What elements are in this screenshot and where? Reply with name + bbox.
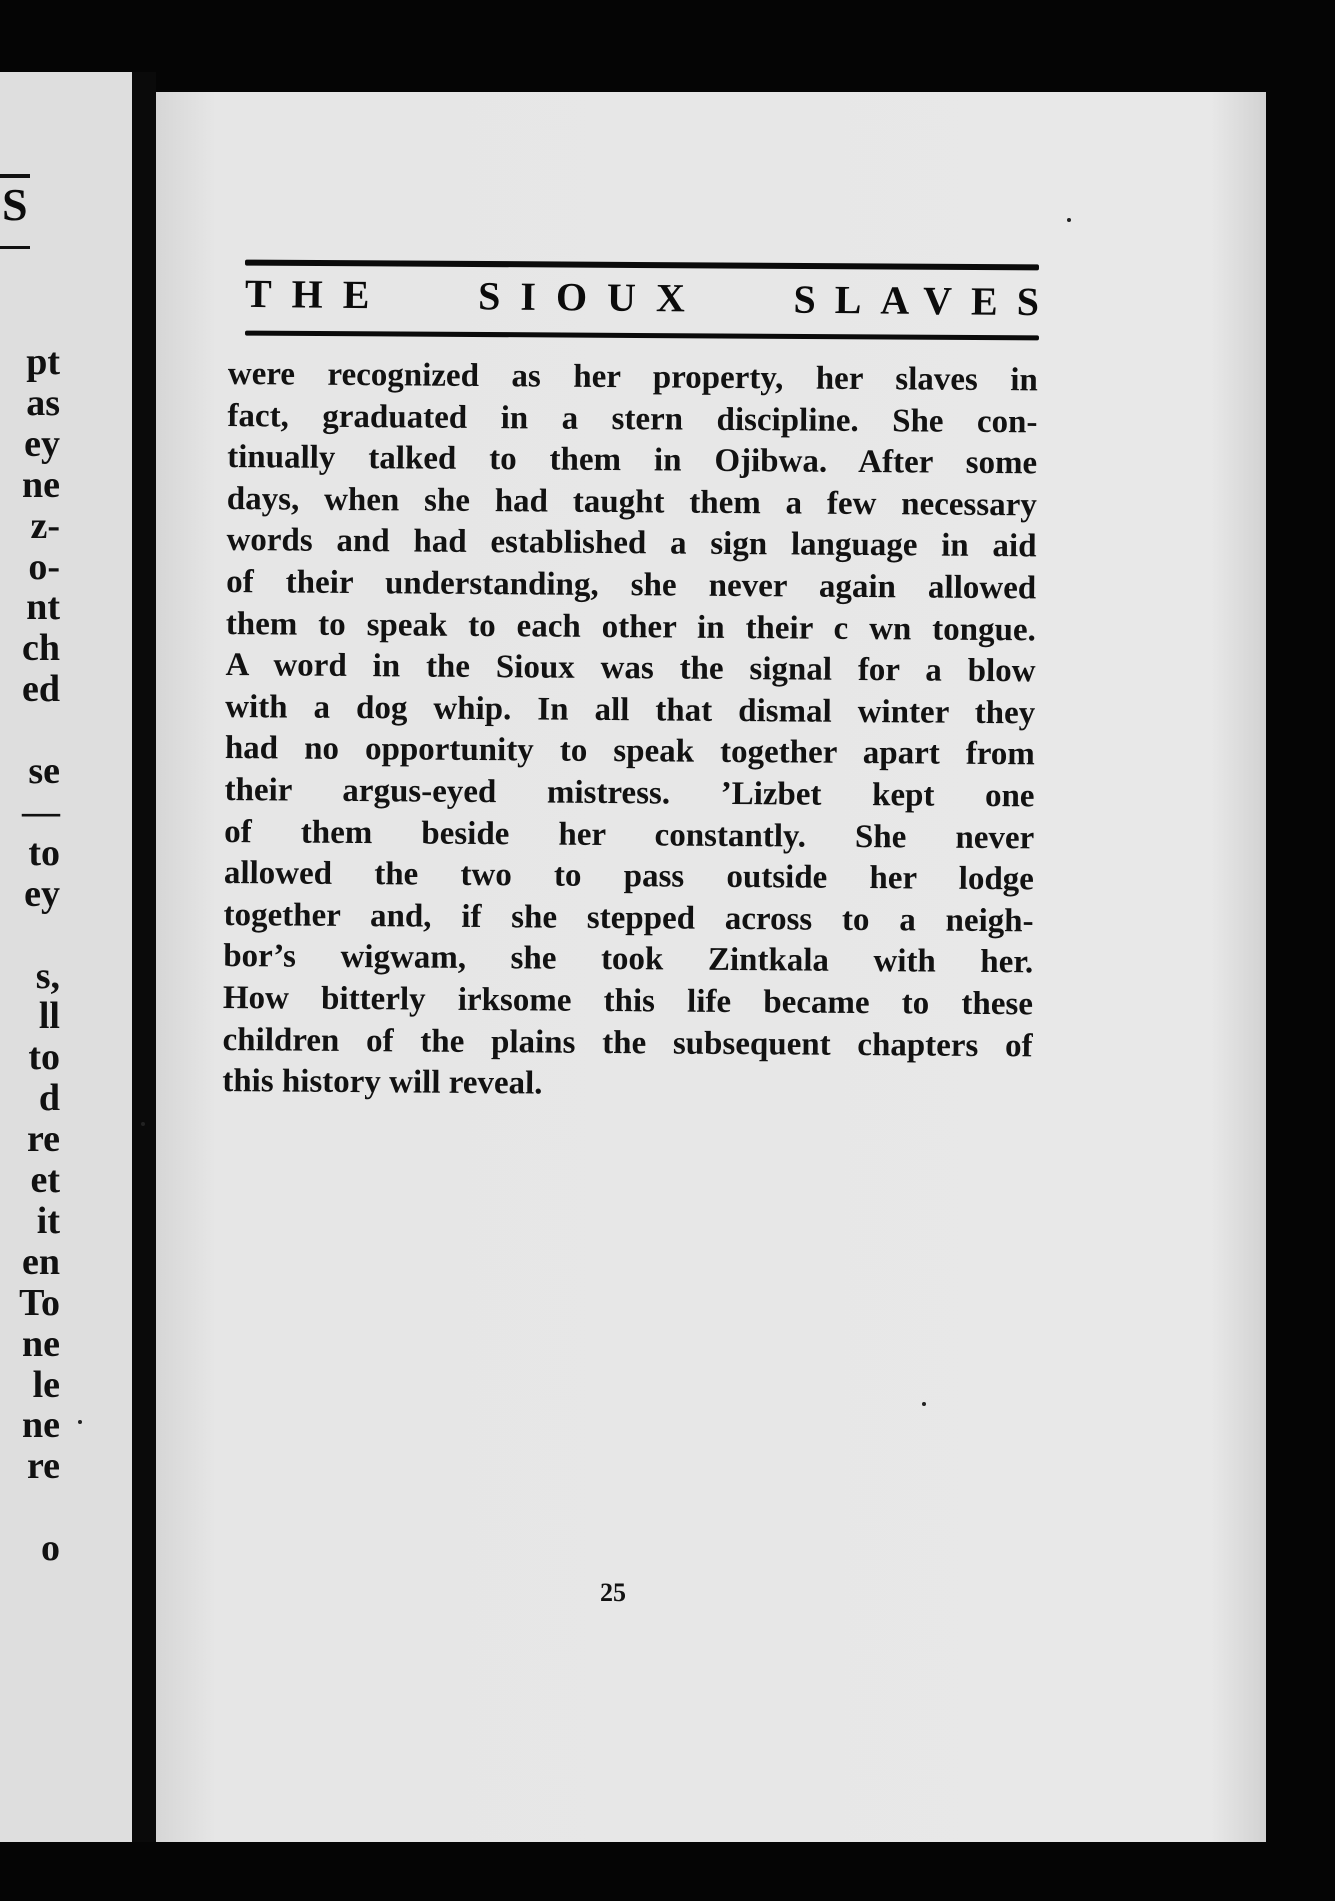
body-line: fact, graduated in a stern discipline. She con- [227, 397, 1038, 440]
body-line: tinually talked to them in Ojibwa. After some [227, 439, 1038, 482]
facing-page-line-fragment: To [19, 1281, 60, 1324]
facing-page-line-fragment: as [26, 381, 60, 424]
body-line: allowed the two to pass outside her lodge [223, 855, 1035, 898]
facing-page-line-fragment: en [22, 1240, 60, 1283]
body-line: bor’s wigwam, she took Zintkala with her. [223, 938, 1034, 981]
scan-speck [141, 1122, 145, 1126]
facing-page-line-fragment: ne [22, 463, 60, 506]
body-line: them to speak to each other in their c wn tongue. [225, 605, 1036, 648]
facing-page-line-fragment: le [32, 1363, 60, 1406]
facing-page-line-fragment: se [28, 750, 60, 792]
running-head-word: THE [244, 270, 390, 317]
running-head-word: SLAVES [793, 276, 1059, 324]
page-number: 25 [600, 1578, 626, 1607]
body-line: with a dog whip. In all that dismal winter they [225, 688, 1036, 732]
body-line: days, when she had taught them a few necessary [226, 480, 1037, 524]
facing-page-line-fragment: ed [22, 668, 60, 711]
running-head-word: SIOUX [477, 272, 706, 321]
facing-page-line-fragment: nt [26, 586, 60, 629]
facing-page-line-fragment: o- [28, 545, 60, 588]
body-line: their argus-eyed mistress. ’Lizbet kept one [224, 771, 1035, 815]
body-line: words and had established a sign language in aid [226, 522, 1037, 565]
facing-page-line-fragment: ch [22, 627, 60, 670]
body-line: of their understanding, she never again allowed [226, 563, 1037, 607]
facing-page-line-fragment: s, [35, 954, 60, 997]
facing-page-line-fragment: ne [22, 1404, 60, 1447]
body-text [222, 354, 1038, 1109]
body-line: this history will reveal. [222, 1063, 543, 1102]
facing-page-line-fragment: it [36, 1199, 60, 1242]
facing-page-line-fragment: et [30, 1159, 60, 1201]
facing-page-line-fragment: z- [30, 504, 60, 547]
facing-page-line-fragment: re [26, 1445, 60, 1488]
facing-page-rule-bottom [0, 246, 30, 249]
running-head [244, 262, 1059, 332]
scan-speck [78, 1420, 82, 1424]
book-gutter [132, 72, 156, 1842]
facing-page-line-fragment: pt [26, 341, 60, 383]
body-line: of them beside her constantly. She never [224, 813, 1035, 856]
body-line: together and, if she stepped across to a neigh- [223, 896, 1034, 940]
facing-page-line-fragment: re [26, 1118, 60, 1161]
scan-speck [922, 1402, 926, 1406]
facing-page-line-fragment: ne [22, 1322, 60, 1365]
facing-page-line-fragment: to [28, 1036, 60, 1079]
body-line: were recognized as her property, her slaves in [227, 355, 1038, 399]
facing-page-line-fragment: ey [24, 872, 60, 915]
facing-page-heading-fragment: S [2, 179, 30, 230]
facing-page-line-fragment: d [38, 1077, 60, 1120]
body-line: had no opportunity to speak together apart from [224, 730, 1036, 773]
facing-page-line-fragment: o [41, 1527, 60, 1570]
body-line: How bitterly irksome this life became to these [222, 979, 1034, 1023]
facing-page-line-fragment: — [22, 790, 60, 833]
facing-page-line-fragment: ey [24, 422, 60, 465]
scan-speck [1067, 218, 1071, 222]
facing-page-line-fragment: to [28, 831, 60, 874]
facing-page-line-fragment: ll [38, 995, 60, 1038]
body-line: A word in the Sioux was the signal for a blow [225, 647, 1036, 690]
body-line: children of the plains the subsequent chapters of [222, 1021, 1033, 1064]
